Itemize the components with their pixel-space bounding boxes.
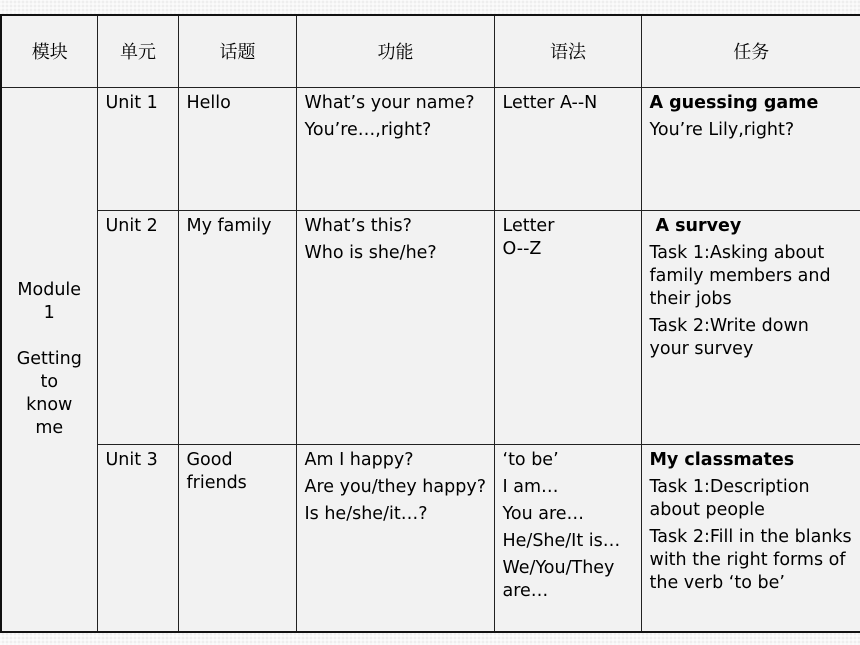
header-function: 功能 [296,15,494,87]
header-topic: 话题 [178,15,296,87]
function-cell [296,87,494,210]
unit-cell: Unit 1 [97,87,178,210]
task-cell [641,444,860,632]
curriculum-sheet [0,14,860,631]
function-cell [296,444,494,632]
topic-cell: Hello [178,87,296,210]
table-row [1,444,860,632]
function-line: Is he/she/it…? [304,503,428,524]
module-title-line: know [26,394,73,415]
grammar-line: O--Z [502,238,542,259]
header-module: 模块 [1,15,97,87]
module-cell [1,87,97,632]
task-item: Task 1:Description about people [649,476,810,520]
grammar-line: ‘to be’ [502,449,559,470]
task-item: You’re Lily,right? [649,119,795,140]
header-task: 任务 [641,15,860,87]
header-grammar: 语法 [494,15,641,87]
task-cell [641,87,860,210]
function-cell [296,210,494,444]
header-unit: 单元 [97,15,178,87]
grammar-cell [494,444,641,632]
header-row [1,15,860,87]
unit-cell: Unit 3 [97,444,178,632]
function-line: Are you/they happy? [304,476,486,497]
function-line: Who is she/he? [304,242,437,263]
task-title: A guessing game [649,92,819,113]
table-row [1,87,860,210]
function-line: What’s this? [304,215,412,236]
task-title: My classmates [649,449,795,470]
table-row [1,210,860,444]
grammar-line: Letter A--N [502,92,598,113]
topic-cell: My family [178,210,296,444]
unit-cell: Unit 2 [97,210,178,444]
module-title-line: Getting [16,348,82,369]
function-line: You’re…,right? [304,119,432,140]
topic-cell: Good friends [178,444,296,632]
task-item: Task 1:Asking about family members and their jobs [649,242,831,309]
curriculum-table [0,14,860,633]
task-item: Task 2:Write down your survey [649,315,809,359]
grammar-line: Letter [502,215,555,236]
function-line: What’s your name? [304,92,475,113]
grammar-line: We/You/They are… [502,557,615,601]
module-name-line: 1 [43,302,55,323]
grammar-cell [494,87,641,210]
grammar-line: I am… [502,476,559,497]
grammar-line: He/She/It is… [502,530,621,551]
task-title: A survey [655,215,742,236]
function-line: Am I happy? [304,449,414,470]
module-title-line: to [40,371,59,392]
grammar-line: You are… [502,503,585,524]
grammar-cell [494,210,641,444]
module-name-line: Module [17,279,82,300]
task-item: Task 2:Fill in the blanks with the right forms of the verb ‘to be’ [649,526,852,593]
task-cell [641,210,860,444]
module-title-line: me [35,417,64,438]
